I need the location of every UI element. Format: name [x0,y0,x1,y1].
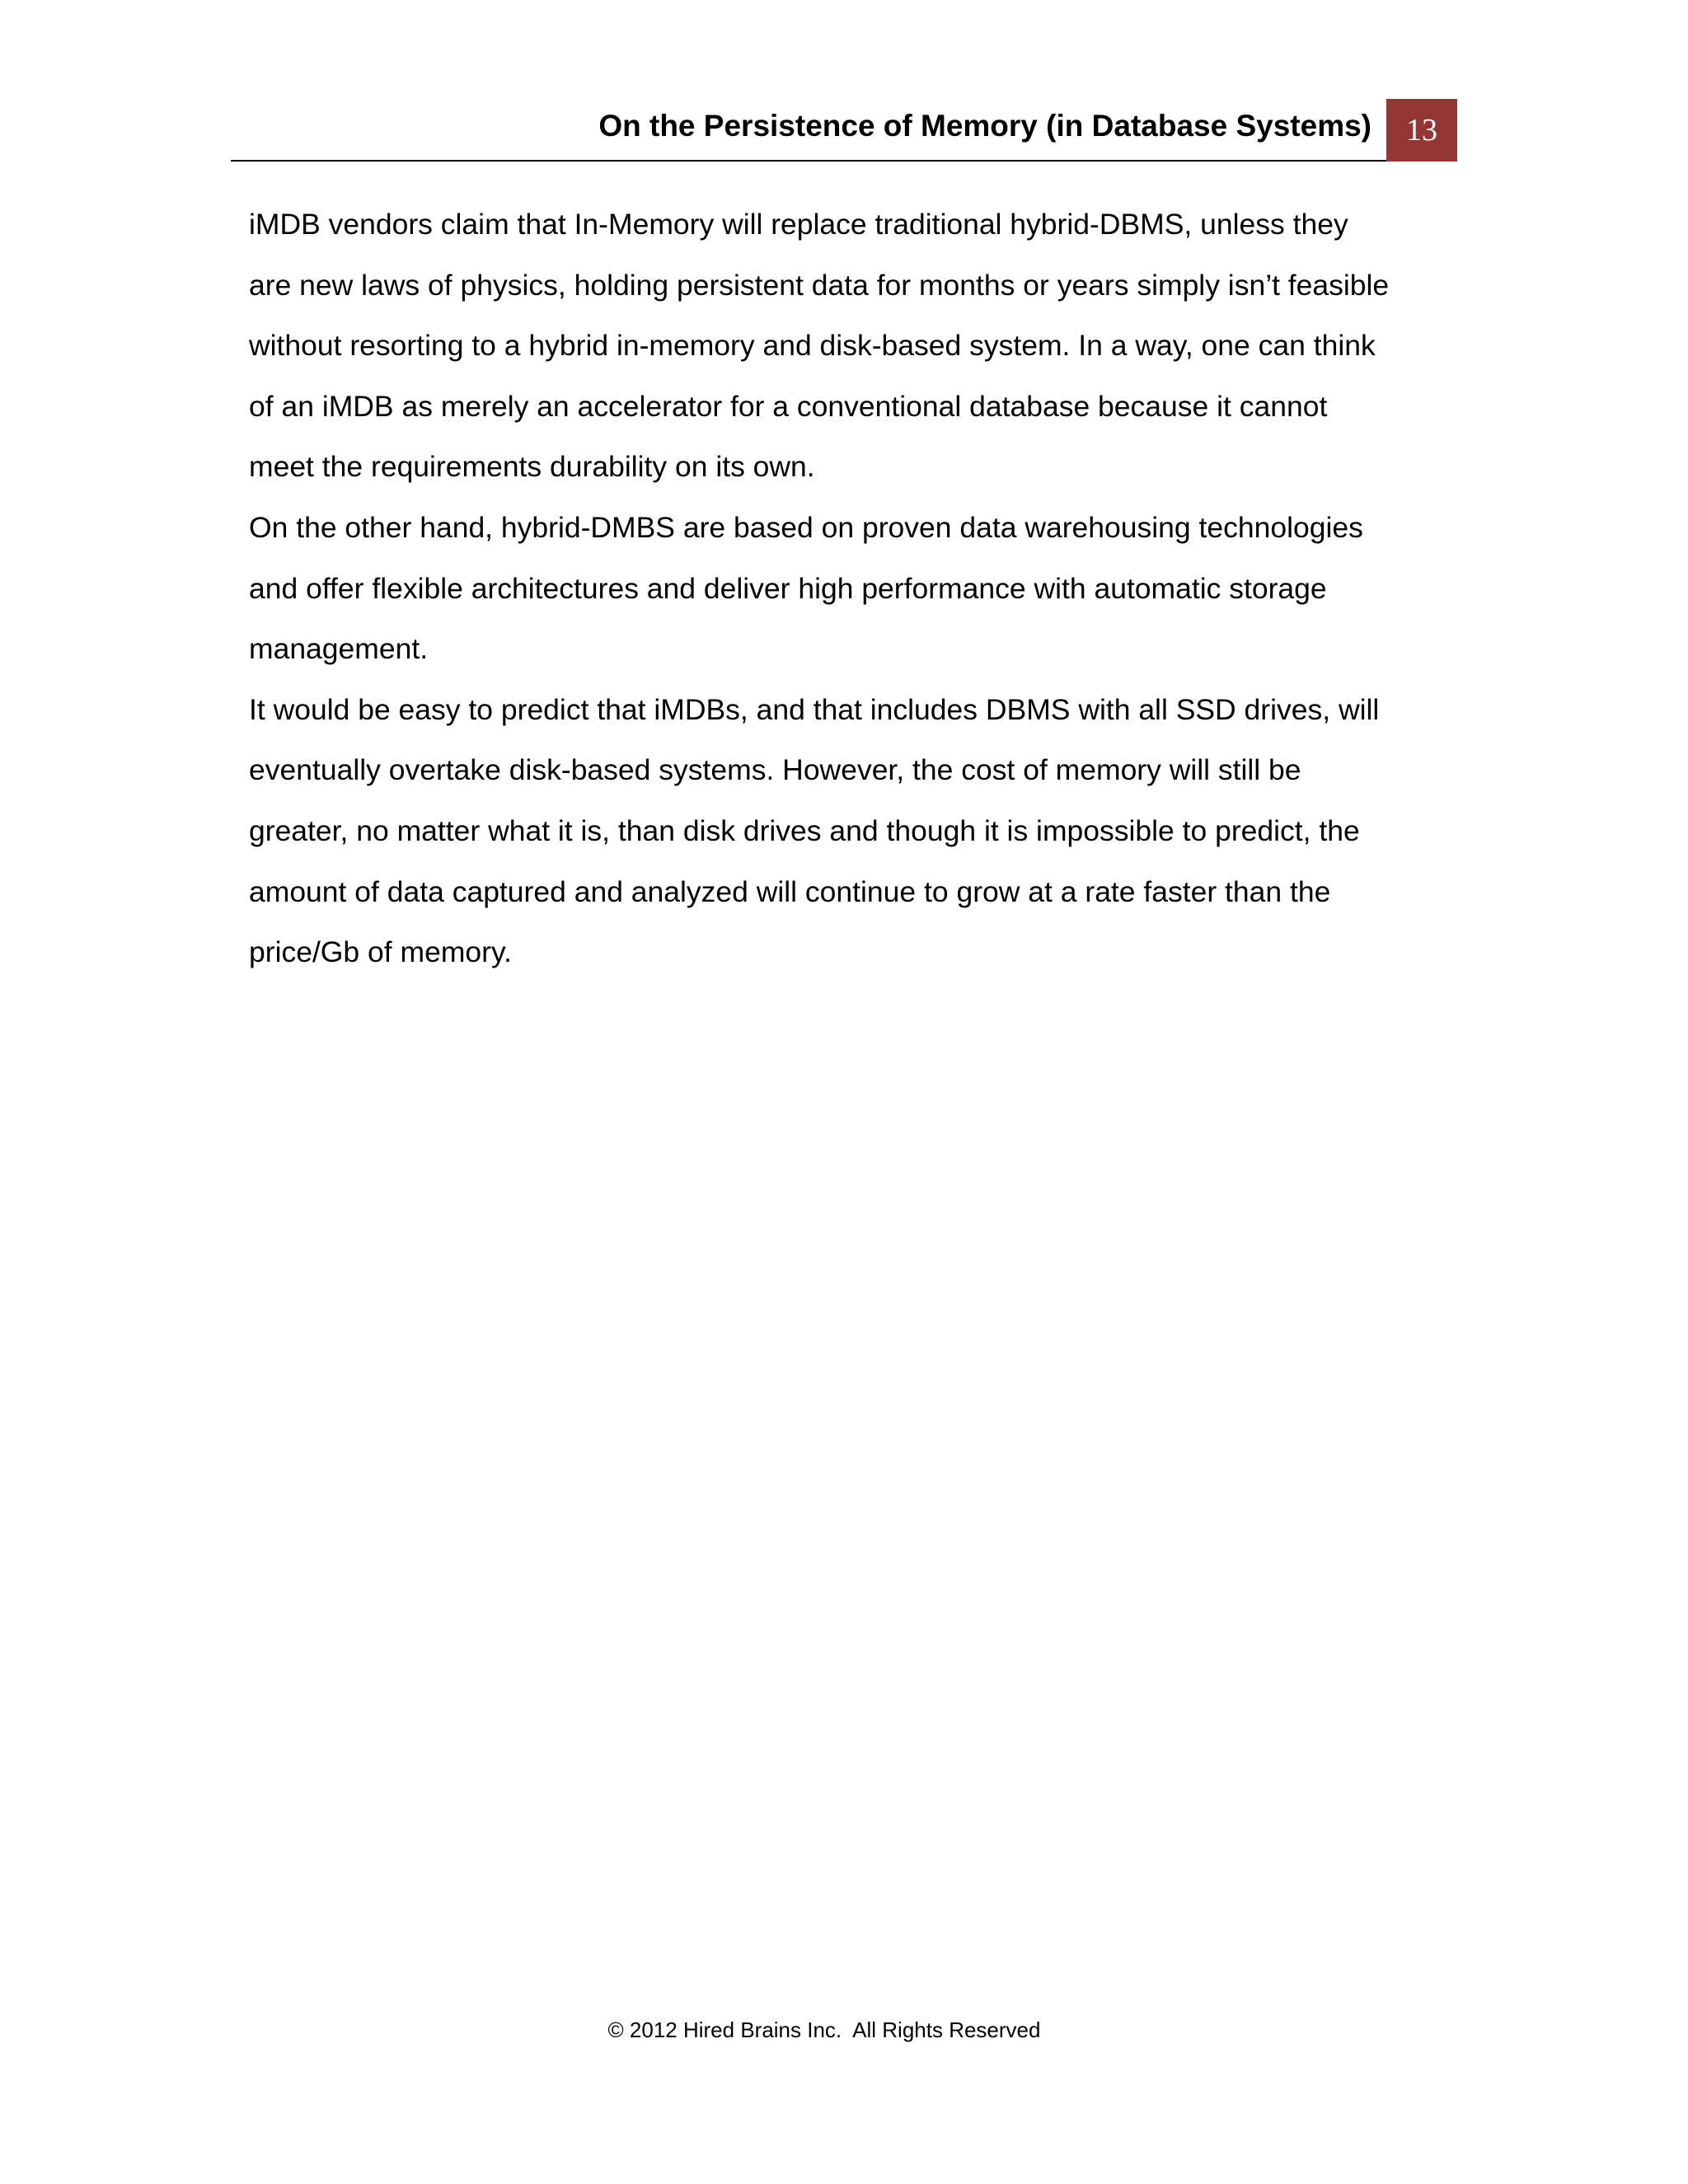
text-line: On the other hand, hybrid-DMBS are based on proven data warehousing technologies [249,510,1363,544]
text-line: of an iMDB as merely an accelerator for a conventional database because it cannot [249,389,1328,423]
running-header-title: On the Persistence of Memory (in Database Systems) [598,109,1372,143]
text-line: eventually overtake disk-based systems. However, the cost of memory will still be [249,753,1301,787]
body-text [249,194,1452,983]
text-line: It would be easy to predict that iMDBs, and that includes DBMS with all SSD drives, will [249,692,1380,726]
text-line: without resorting to a hybrid in-memory and disk-based system. In a way, one can think [249,329,1376,363]
text-line: meet the requirements durability on its own. [249,450,815,484]
text-line: iMDB vendors claim that In-Memory will replace traditional hybrid-DBMS, unless they [249,208,1348,241]
text-line: are new laws of physics, holding persistent data for months or years simply isn’t feasible [249,268,1390,302]
text-line: amount of data captured and analyzed will continue to grow at a rate faster than the [249,874,1331,908]
header-divider [231,160,1386,162]
page-number-badge: 13 [1386,99,1457,162]
text-line: price/Gb of memory. [249,935,512,969]
text-line: greater, no matter what it is, than disk drives and though it is impossible to predict, the [249,813,1360,847]
text-line: management. [249,632,429,666]
page-footer-copyright: © 2012 Hired Brains Inc. All Rights Reserved [607,2018,1041,2042]
page-header [231,99,1457,162]
text-line: and offer flexible architectures and deliver high performance with automatic storage [249,571,1327,605]
